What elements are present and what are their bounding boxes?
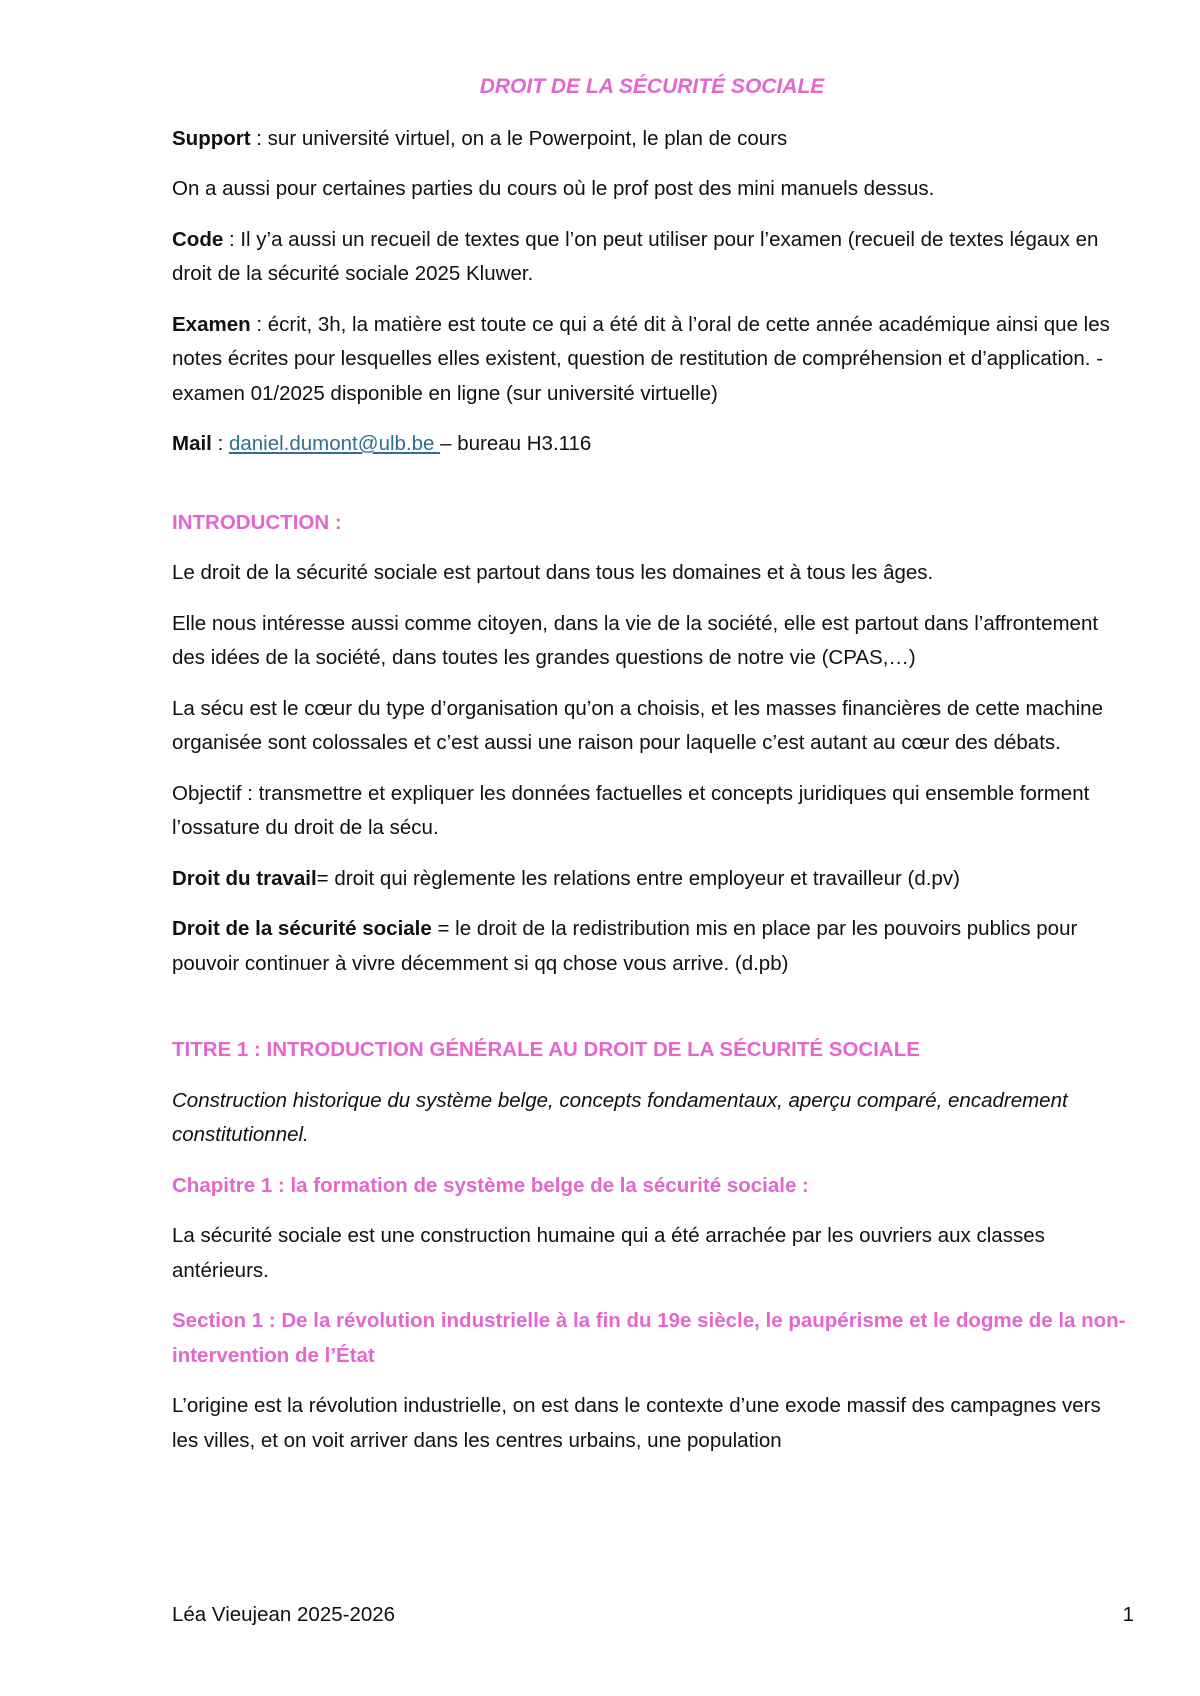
support-text: : sur université virtuel, on a le Powerpoint, le plan de cours (250, 126, 788, 150)
section1-paragraph: L’origine est la révolution industrielle, on est dans le contexte d’une exode massif des campagnes vers les villes, et on voit arriver dans les centres urbains, une population (172, 1394, 1101, 1452)
code-text: : Il y’a aussi un recueil de textes que l’on peut utiliser pour l’examen (recueil de textes légaux en droit de la sécurité sociale 2025 Kluwer. (172, 227, 1099, 285)
support-note: On a aussi pour certaines parties du cours où le prof post des mini manuels dessus. (172, 177, 935, 200)
mail-paragraph (172, 427, 1132, 462)
code-paragraph (172, 223, 1132, 292)
document-title: DROIT DE LA SÉCURITÉ SOCIALE (479, 75, 825, 98)
definition-text: = le droit de la redistribution mis en place par les pouvoirs publics pour pouvoir continuer à vivre décemment si qq chose vous arrive. (d.pb) (172, 917, 1078, 975)
chapitre1-heading: Chapitre 1 : la formation de système belge de la sécurité sociale : (172, 1173, 809, 1197)
examen-paragraph (172, 308, 1132, 412)
examen-label: Examen (172, 312, 251, 336)
page-content (172, 70, 1132, 1474)
definition-droit-travail (172, 862, 1132, 897)
chapitre1-paragraph: La sécurité sociale est une construction humaine qui a été arrachée par les ouvriers aux classes antérieurs. (172, 1224, 1045, 1282)
definition-term: Droit de la sécurité sociale (172, 917, 432, 940)
email-link[interactable]: daniel.dumont@ulb.be (228, 432, 441, 455)
intro-paragraph: Le droit de la sécurité sociale est partout dans tous les domaines et à tous les âges. (172, 561, 934, 584)
page-footer (172, 1603, 1134, 1627)
support-paragraph (172, 122, 1132, 157)
support-label: Support (172, 126, 251, 150)
footer-author: Léa Vieujean 2025-2026 (172, 1603, 396, 1626)
examen-text: : écrit, 3h, la matière est toute ce qui a été dit à l’oral de cette année académique ainsi que les notes écrites pour lesquelles elles existent, question de restitution de compréhension et d’application. -examen 01/2025 disponible en ligne (sur université virtuelle) (172, 312, 1110, 405)
titre1-subtitle: Construction historique du système belge, concepts fondamentaux, aperçu comparé, encadrement constitutionnel. (172, 1088, 1068, 1146)
mail-separator: : (211, 432, 229, 455)
code-label: Code (172, 227, 224, 251)
intro-paragraph: Objectif : transmettre et expliquer les données factuelles et concepts juridiques qui ensemble forment l’ossature du droit de la sécu. (172, 781, 1090, 839)
page-number: 1 (1122, 1603, 1134, 1626)
definition-droit-secu (172, 912, 1132, 981)
section1-heading: Section 1 : De la révolution industrielle à la fin du 19e siècle, le paupérisme et le dogme de la non-intervention de l’État (172, 1309, 1126, 1367)
mail-office: – bureau H3.116 (440, 432, 592, 455)
titre1-heading: TITRE 1 : INTRODUCTION GÉNÉRALE AU DROIT DE LA SÉCURITÉ SOCIALE (172, 1038, 920, 1061)
mail-label: Mail (172, 432, 212, 455)
intro-paragraph: La sécu est le cœur du type d’organisation qu’on a choisis, et les masses financières de cette machine organisée sont colossales et c’est aussi une raison pour laquelle c’est autant au cœur des débats. (172, 696, 1103, 754)
introduction-heading: INTRODUCTION : (172, 510, 342, 534)
definition-text: = droit qui règlemente les relations entre employeur et travailleur (d.pv) (316, 866, 960, 890)
definition-term: Droit du travail (172, 866, 317, 890)
intro-paragraph: Elle nous intéresse aussi comme citoyen, dans la vie de la société, elle est partout dans l’affrontement des idées de la société, dans toutes les grandes questions de notre vie (CPAS,…) (172, 611, 1099, 669)
